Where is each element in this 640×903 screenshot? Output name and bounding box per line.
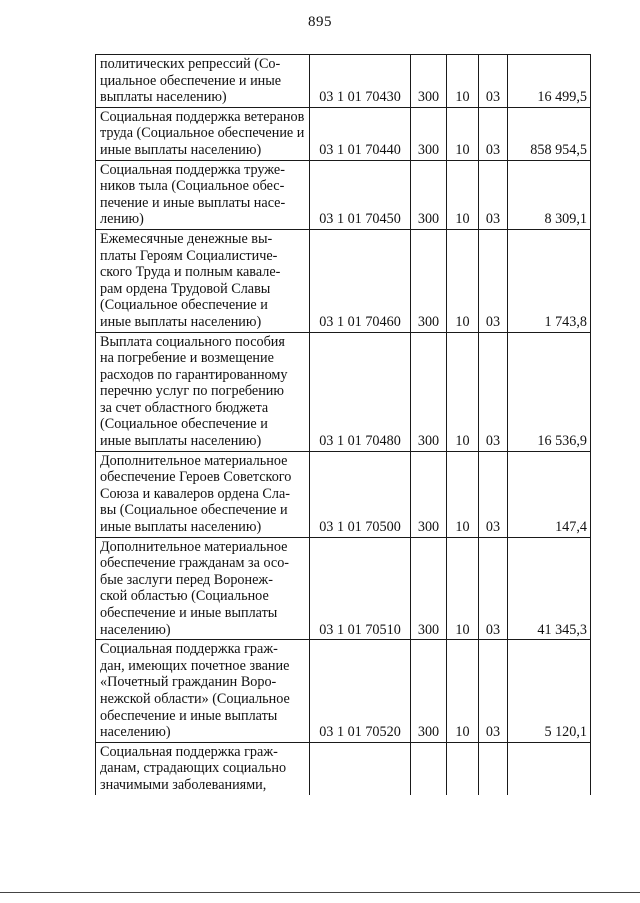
subsection-code: 03 [479,640,508,743]
expense-name: Дополнительное материальное обеспечение гражданам за осо- бые заслуги перед Воронеж- ской областью (Социальное обеспечение и иные выплаты населению) [96,537,310,640]
table-row [96,537,591,640]
section-code: 10 [447,537,479,640]
subsection-code [479,742,508,794]
target-code: 03 1 01 70520 [310,640,411,743]
target-code: 03 1 01 70460 [310,229,411,332]
table-row [96,451,591,537]
table-row [96,640,591,743]
target-code: 03 1 01 70480 [310,332,411,451]
section-code: 10 [447,107,479,160]
section-code: 10 [447,640,479,743]
expense-name: Социальная поддержка граж- данам, страдающих социально значимыми заболеваниями, [96,742,310,794]
target-code: 03 1 01 70440 [310,107,411,160]
table-row [96,55,591,108]
section-code: 10 [447,160,479,229]
expense-type-code: 300 [411,451,447,537]
expense-type-code [411,742,447,794]
section-code: 10 [447,451,479,537]
expense-type-code: 300 [411,332,447,451]
target-code [310,742,411,794]
page-number: 895 [308,14,332,30]
subsection-code: 03 [479,332,508,451]
section-code: 10 [447,332,479,451]
amount: 16 499,5 [508,55,591,108]
subsection-code: 03 [479,537,508,640]
expense-name: Ежемесячные денежные вы- платы Героям Социалистиче- ского Труда и полным кавале- рам ордена Трудовой Славы (Социальное обеспечение и иные выплаты населению) [96,229,310,332]
budget-table [95,54,591,795]
subsection-code: 03 [479,451,508,537]
target-code: 03 1 01 70430 [310,55,411,108]
scan-edge-line [0,892,640,893]
expense-name: Социальная поддержка граж- дан, имеющих почетное звание «Почетный гражданин Воро- нежской области» (Социальное обеспечение и иные выплаты населению) [96,640,310,743]
target-code: 03 1 01 70510 [310,537,411,640]
amount: 858 954,5 [508,107,591,160]
amount: 147,4 [508,451,591,537]
table-row [96,742,591,794]
amount: 41 345,3 [508,537,591,640]
subsection-code: 03 [479,229,508,332]
table-row [96,332,591,451]
expense-name: Социальная поддержка труже- ников тыла (Социальное обес- печение и иные выплаты насе- лению) [96,160,310,229]
expense-type-code: 300 [411,160,447,229]
amount: 8 309,1 [508,160,591,229]
expense-name: политических репрессий (Со- циальное обеспечение и иные выплаты населению) [96,55,310,108]
subsection-code: 03 [479,107,508,160]
section-code: 10 [447,55,479,108]
expense-name: Социальная поддержка ветеранов труда (Социальное обеспечение и иные выплаты населению) [96,107,310,160]
expense-name: Выплата социального пособия на погребение и возмещение расходов по гарантированному перечню услуг по погребению за счет областного бюджета (Социальное обеспечение и иные выплаты населению) [96,332,310,451]
subsection-code: 03 [479,55,508,108]
expense-type-code: 300 [411,537,447,640]
amount: 5 120,1 [508,640,591,743]
section-code [447,742,479,794]
target-code: 03 1 01 70450 [310,160,411,229]
expense-type-code: 300 [411,107,447,160]
expense-type-code: 300 [411,229,447,332]
subsection-code: 03 [479,160,508,229]
expense-type-code: 300 [411,55,447,108]
section-code: 10 [447,229,479,332]
table-row [96,107,591,160]
table-row [96,229,591,332]
amount [508,742,591,794]
table-row [96,160,591,229]
expense-type-code: 300 [411,640,447,743]
amount: 1 743,8 [508,229,591,332]
amount: 16 536,9 [508,332,591,451]
target-code: 03 1 01 70500 [310,451,411,537]
expense-name: Дополнительное материальное обеспечение Героев Советского Союза и кавалеров ордена Сла- вы (Социальное обеспечение и иные выплаты населению) [96,451,310,537]
